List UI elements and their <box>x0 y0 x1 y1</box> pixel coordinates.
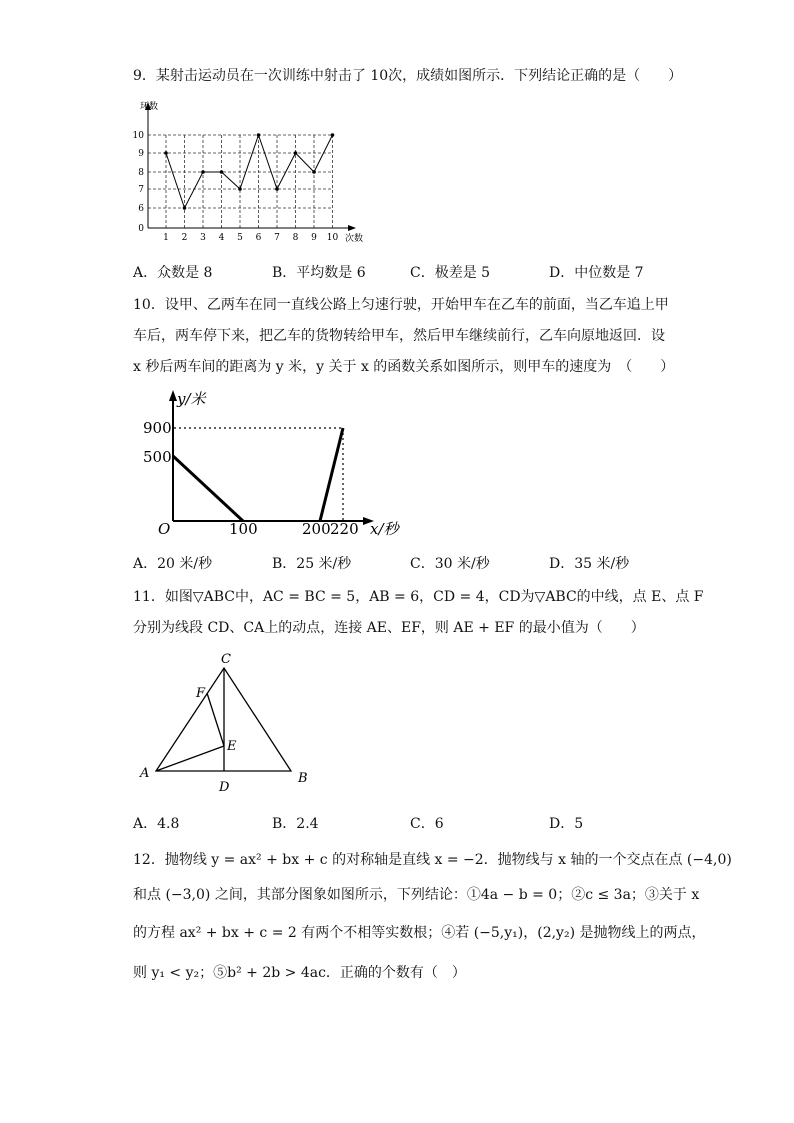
q10-option-c[interactable]: C．30 米/秒 <box>410 556 490 572</box>
q10-option-b[interactable]: B．25 米/秒 <box>272 556 352 572</box>
q9-option-a[interactable]: A．众数是 8 <box>133 265 213 281</box>
y-axis-arrow <box>169 390 177 401</box>
y-tick-label-8: 8 <box>138 168 144 178</box>
point-f-label: F <box>196 686 206 701</box>
y-tick-label-7: 7 <box>138 185 144 195</box>
data-point-9 <box>312 170 316 174</box>
point-d-label: D <box>219 780 230 795</box>
x-tick-label-9: 9 <box>311 233 317 243</box>
label-900: 900 <box>143 419 172 437</box>
x-tick-label-7: 7 <box>274 233 280 243</box>
label-500: 500 <box>143 448 172 466</box>
chart-axes <box>145 102 356 231</box>
q10-line-2: 车后，两车停下来，把乙车的货物转给甲车，然后甲车继续前行，乙车向原地返回．设 <box>133 328 665 344</box>
q9-option-c[interactable]: C．极差是 5 <box>410 265 491 281</box>
q12-line-3: 的方程 ax² + bx + c = 2 有两个不相等实数根；④若 (−5,y₁)，(2,y₂) 是抛物线上的两点， <box>133 925 706 941</box>
x-axis-label: x/秒 <box>370 520 399 538</box>
data-point-6 <box>257 133 261 137</box>
x-axis-arrow <box>348 225 356 231</box>
data-point-3 <box>201 170 205 174</box>
x-tick-label-3: 3 <box>200 233 206 243</box>
x-tick-label-10: 10 <box>326 233 339 243</box>
x-tick-label-2: 2 <box>181 233 188 243</box>
point-b-label: B <box>298 771 308 786</box>
segment-ef <box>207 693 224 746</box>
point-e-label: E <box>227 739 237 754</box>
q11-option-a[interactable]: A．4.8 <box>133 816 180 832</box>
y-tick-label-10: 10 <box>132 131 144 141</box>
q9-option-d[interactable]: D．中位数是 7 <box>549 265 644 281</box>
segment-increase <box>320 428 343 521</box>
label-100: 100 <box>229 520 258 538</box>
y-tick-label-6: 6 <box>138 204 144 214</box>
label-220: 220 <box>330 520 359 538</box>
series-line <box>166 135 333 208</box>
origin-label: O <box>158 520 171 538</box>
chart-ylabel: 环数 <box>140 102 159 112</box>
point-c-label: C <box>221 652 231 667</box>
q11-line-2: 分别为线段 CD、CA上的动点，连接 AE、EF，则 AE + EF 的最小值为（ ） <box>133 620 645 636</box>
q10-line-3: x 秒后两车间的距离为 y 米，y 关于 x 的函数关系如图所示，则甲车的速度为 （ ） <box>133 359 675 375</box>
q11-option-c[interactable]: C．6 <box>410 816 444 832</box>
data-point-10 <box>331 133 335 137</box>
q9-line-chart <box>128 100 368 250</box>
point-a-label: A <box>140 766 150 781</box>
chart-ticks <box>133 131 339 243</box>
q12-line-1: 12．抛物线 y = ax² + bx + c 的对称轴是直线 x = −2．抛物线与 x 轴的一个交点在点 (−4,0) <box>133 852 732 868</box>
data-point-7 <box>275 187 279 191</box>
segment-decrease <box>173 456 243 521</box>
segment-ae <box>156 746 224 771</box>
q10-distance-graph <box>140 388 405 543</box>
q10-option-d[interactable]: D．35 米/秒 <box>549 556 630 572</box>
q11-triangle-figure <box>130 645 320 800</box>
x-tick-label-5: 5 <box>237 233 243 243</box>
q12-line-4: 则 y₁ < y₂；⑤b² + 2b > 4ac．正确的个数有（ ） <box>133 965 466 981</box>
x-tick-label-6: 6 <box>255 233 262 243</box>
y-tick-label-9: 9 <box>138 149 144 159</box>
q9-option-b[interactable]: B．平均数是 6 <box>272 265 366 281</box>
q11-option-b[interactable]: B．2.4 <box>272 816 319 832</box>
y-tick-label-0: 0 <box>138 224 144 234</box>
q11-line-1: 11．如图▽ABC中，AC = BC = 5，AB = 6，CD = 4，CD为▽ABC的中线，点 E、点 F <box>133 589 704 605</box>
label-200: 200 <box>302 520 331 538</box>
q11-option-d[interactable]: D．5 <box>549 816 584 832</box>
q10-line-1: 10．设甲、乙两车在同一直线公路上匀速行驶，开始甲车在乙车的前面，当乙车追上甲 <box>133 297 669 313</box>
x-tick-label-1: 1 <box>163 233 169 243</box>
x-tick-label-4: 4 <box>218 233 225 243</box>
q10-option-a[interactable]: A．20 米/秒 <box>133 556 213 572</box>
q12-line-2: 和点 (−3,0) 之间，其部分图象如图所示，下列结论：①4a − b = 0；②c ≤ 3a；③关于 x <box>133 887 700 903</box>
q9-stem: 9．某射击运动员在一次训练中射击了 10次，成绩如图所示．下列结论正确的是（ ） <box>133 68 683 84</box>
data-point-2 <box>183 206 187 210</box>
y-axis-label: y/米 <box>177 390 206 408</box>
data-point-4 <box>220 170 224 174</box>
chart-series <box>164 133 334 210</box>
chart-xlabel: 次数 <box>345 234 364 244</box>
data-point-8 <box>294 151 298 155</box>
x-tick-label-8: 8 <box>292 233 299 243</box>
data-point-5 <box>238 187 242 191</box>
data-point-1 <box>164 151 168 155</box>
